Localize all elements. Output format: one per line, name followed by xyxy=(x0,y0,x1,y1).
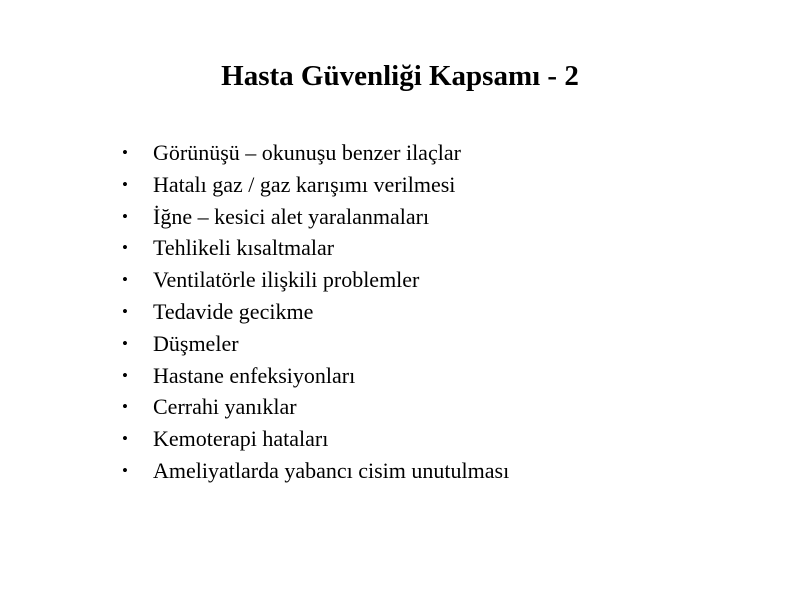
bullet-text: Görünüşü – okunuşu benzer ilaçlar xyxy=(153,140,461,165)
bullet-icon: • xyxy=(122,238,128,258)
bullet-icon: • xyxy=(122,460,128,480)
bullet-list xyxy=(122,137,509,487)
bullet-text: Tehlikeli kısaltmalar xyxy=(153,235,335,261)
bullet-icon: • xyxy=(122,301,128,321)
bullet-item xyxy=(122,455,509,487)
bullet-item xyxy=(122,201,509,233)
bullet-item xyxy=(122,296,509,328)
bullet-icon: • xyxy=(122,143,128,162)
bullet-text: Tedavide gecikme xyxy=(153,298,314,324)
bullet-text: Hastane enfeksiyonları xyxy=(153,362,356,388)
bullet-item xyxy=(122,391,509,423)
bullet-text: Cerrahi yanıklar xyxy=(153,394,297,420)
bullet-item xyxy=(122,328,509,360)
bullet-item xyxy=(122,423,509,455)
bullet-icon: • xyxy=(122,429,128,449)
bullet-icon: • xyxy=(122,397,128,417)
bullet-icon: • xyxy=(122,365,128,385)
bullet-text: Ameliyatlarda yabancı cisim unutulması xyxy=(153,457,510,483)
bullet-icon: • xyxy=(122,333,128,353)
slide-title: Hasta Güvenliği Kapsamı - 2 xyxy=(221,60,579,92)
bullet-icon: • xyxy=(122,174,128,194)
bullet-text: Hatalı gaz / gaz karışımı verilmesi xyxy=(153,171,456,197)
bullet-item xyxy=(122,264,509,296)
bullet-item xyxy=(122,360,509,392)
bullet-text: İğne – kesici alet yaralanmaları xyxy=(153,203,430,229)
bullet-item xyxy=(122,232,509,264)
bullet-icon: • xyxy=(122,206,128,226)
bullet-item xyxy=(122,137,509,169)
bullet-text: Ventilatörle ilişkili problemler xyxy=(153,267,420,293)
bullet-text: Düşmeler xyxy=(153,330,239,356)
bullet-item xyxy=(122,169,509,201)
bullet-text: Kemoterapi hataları xyxy=(153,426,329,452)
bullet-icon: • xyxy=(122,270,128,290)
